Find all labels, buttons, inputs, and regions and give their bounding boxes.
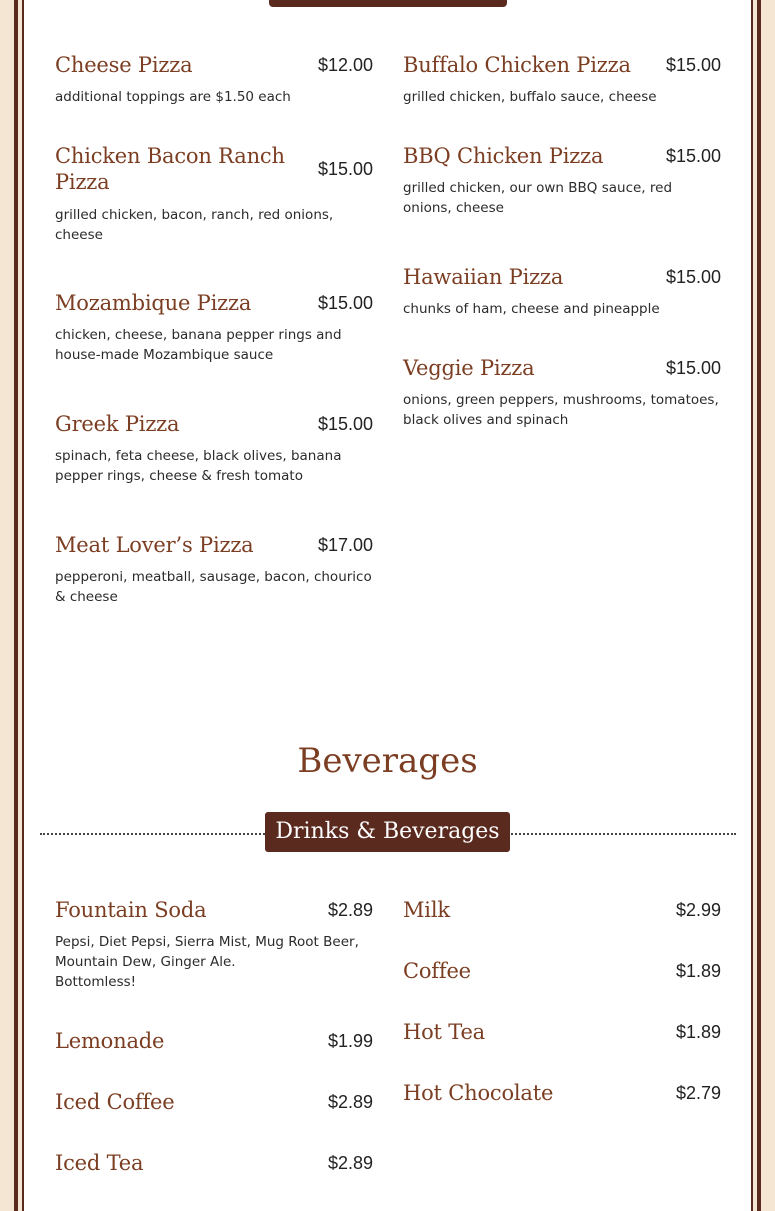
menu-item-milk: [403, 897, 721, 927]
item-name: Hot Chocolate: [403, 1081, 554, 1105]
item-price: $2.89: [327, 900, 373, 920]
item-price: $2.89: [327, 1092, 373, 1112]
item-price: $15.00: [665, 358, 721, 378]
menu-item-iced-coffee: [55, 1089, 373, 1119]
item-price: $15.00: [317, 414, 373, 434]
item-name: Iced Coffee: [55, 1090, 175, 1114]
item-name: Chicken Bacon Ranch Pizza: [55, 144, 285, 194]
item-name: Lemonade: [55, 1029, 165, 1053]
item-name: Hawaiian Pizza: [403, 265, 564, 289]
item-price: $15.00: [665, 146, 721, 166]
menu-item-cheese-pizza: [55, 52, 373, 112]
item-name: Fountain Soda: [55, 898, 207, 922]
menu-item-fountain-soda: [55, 897, 373, 997]
item-name: Meat Lover’s Pizza: [55, 533, 254, 557]
frame-border-right-inner: [751, 0, 753, 1211]
item-price: $1.89: [675, 1022, 721, 1042]
menu-item-veggie-pizza: [403, 355, 721, 435]
menu-item-hot-chocolate: [403, 1080, 721, 1110]
item-name: Greek Pizza: [55, 412, 180, 436]
item-name: Hot Tea: [403, 1020, 485, 1044]
item-price: $15.00: [317, 293, 373, 313]
menu-item-meat-lovers-pizza: [55, 532, 373, 612]
item-description-note: Bottomless!: [55, 974, 137, 990]
item-price: $17.00: [317, 535, 373, 555]
item-description: additional toppings are $1.50 each: [55, 89, 291, 105]
item-description: grilled chicken, our own BBQ sauce, red onions, cheese: [403, 180, 673, 216]
menu-item-bbq-chicken-pizza: [403, 143, 721, 223]
menu-item-iced-tea: [55, 1150, 373, 1180]
item-name: BBQ Chicken Pizza: [403, 144, 604, 168]
item-price: $15.00: [665, 267, 721, 287]
item-price: $2.79: [675, 1083, 721, 1103]
item-description: grilled chicken, buffalo sauce, cheese: [403, 89, 657, 105]
item-name: Coffee: [403, 959, 471, 983]
item-price: $12.00: [317, 55, 373, 75]
menu-item-coffee: [403, 958, 721, 988]
item-price: $1.99: [327, 1031, 373, 1051]
item-price: $15.00: [317, 159, 373, 179]
item-price: $2.89: [327, 1153, 373, 1173]
item-price: $1.89: [675, 961, 721, 981]
item-description: chunks of ham, cheese and pineapple: [403, 301, 660, 317]
item-name: Mozambique Pizza: [55, 291, 252, 315]
menu-item-mozambique-pizza: [55, 290, 373, 370]
item-name: Buffalo Chicken Pizza: [403, 53, 631, 77]
item-name: Veggie Pizza: [403, 356, 535, 380]
item-description: chicken, cheese, banana pepper rings and house-made Mozambique sauce: [55, 327, 342, 363]
section-badge-drinks: Drinks & Beverages: [265, 812, 510, 852]
item-name: Cheese Pizza: [55, 53, 193, 77]
item-description: spinach, feta cheese, black olives, banana pepper rings, cheese & fresh tomato: [55, 448, 342, 484]
frame-border-right-outer: [757, 0, 761, 1211]
item-price: $2.99: [675, 900, 721, 920]
menu-item-lemonade: [55, 1028, 373, 1058]
section-title-beverages: Beverages: [297, 741, 478, 781]
item-name: Milk: [403, 898, 450, 922]
item-description: onions, green peppers, mushrooms, tomatoes, black olives and spinach: [403, 392, 719, 428]
menu-item-greek-pizza: [55, 411, 373, 491]
menu-item-hot-tea: [403, 1019, 721, 1049]
item-name: Iced Tea: [55, 1151, 144, 1175]
menu-item-buffalo-chicken-pizza: [403, 52, 721, 112]
item-price: $15.00: [665, 55, 721, 75]
section-badge-cut-off: [269, 0, 507, 7]
menu-item-hawaiian-pizza: [403, 264, 721, 324]
item-description: Pepsi, Diet Pepsi, Sierra Mist, Mug Root Beer, Mountain Dew, Ginger Ale.: [55, 934, 359, 970]
menu-item-chicken-bacon-ranch-pizza: [55, 143, 373, 243]
item-description: pepperoni, meatball, sausage, bacon, chourico & cheese: [55, 569, 372, 605]
frame-border-left-outer: [14, 0, 18, 1211]
item-description: grilled chicken, bacon, ranch, red onions, cheese: [55, 207, 334, 243]
